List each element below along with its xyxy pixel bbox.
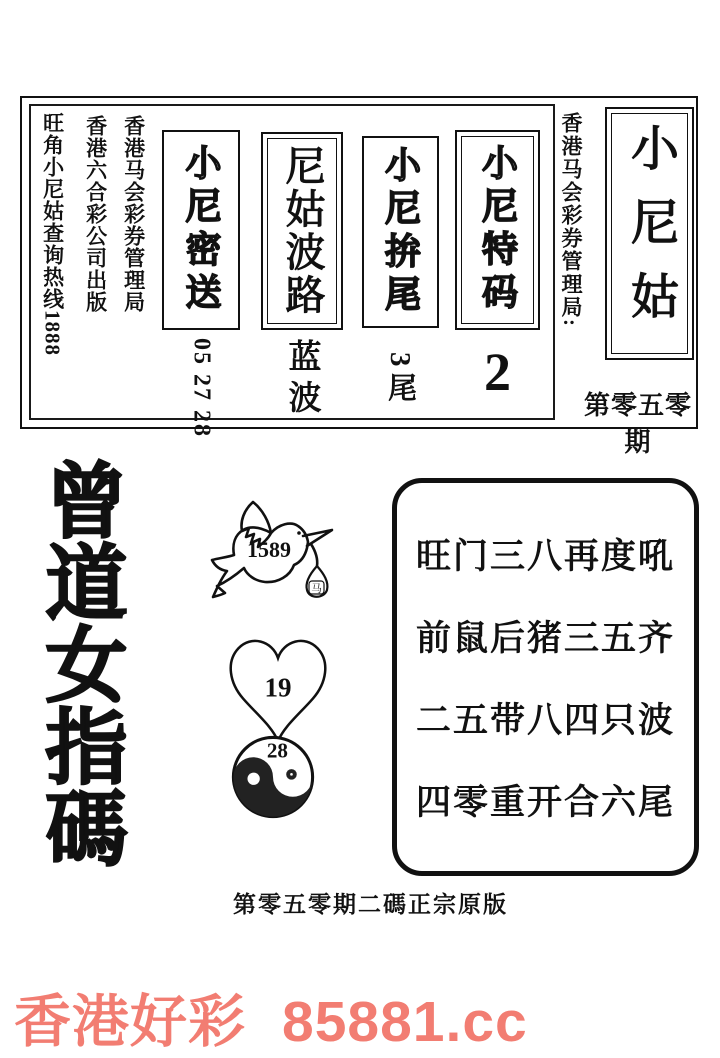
panel-panwei-box: [362, 136, 439, 328]
panel-bolu-box: [261, 132, 343, 330]
panel-bolu-value-wrap: [261, 338, 343, 422]
authority-column: 香港马会彩券管理局:: [559, 112, 583, 328]
heart-number: 19: [264, 672, 292, 703]
taiji-number: 28: [266, 738, 288, 763]
panel-bolu-title: 尼姑波路: [280, 145, 325, 317]
panel-bolu-value: 蓝波: [283, 339, 320, 421]
panel-misong-value-wrap: [162, 334, 240, 442]
info-column-publisher: 香港六合彩公司出版: [83, 115, 108, 313]
footer-site-link[interactable]: 85881.cc: [282, 990, 528, 1054]
brand-box: [605, 107, 694, 360]
panel-tema-value: 2: [484, 342, 511, 402]
issue-label: 第零五零期: [583, 391, 692, 457]
panel-panwei-value-wrap: [362, 334, 439, 426]
poem-line-1: 旺门三八再度吼: [415, 537, 675, 576]
panel-panwei-title: 小尼拚尾: [380, 146, 421, 318]
panel-tema-value-wrap: [455, 336, 540, 408]
footer-brand: 香港好彩: [14, 990, 246, 1054]
edition-caption: 第零五零期二碼正宗原版: [233, 892, 508, 917]
footer-banner: [14, 976, 528, 1058]
dove-number: 1589: [247, 537, 291, 562]
panel-misong-title: 小尼密送: [181, 144, 221, 316]
panel-tema-box: [455, 130, 540, 330]
panel-tema-title: 小尼特码: [477, 144, 518, 316]
panel-misong-value: 05 27 28: [188, 338, 215, 438]
dove-icon: [203, 489, 353, 627]
panel-panwei-value: 3尾: [384, 352, 416, 408]
brand-title: 小尼姑: [623, 122, 677, 345]
panel-misong-box: [162, 130, 240, 330]
poem-line-3: 二五带八四只波: [415, 701, 675, 740]
masthead-title: 曾道女指碼: [34, 458, 125, 868]
poem-line-2: 前鼠后猪三五齐: [415, 619, 675, 658]
info-column-authority: 香港马会彩券管理局: [121, 115, 146, 313]
taiji-icon: [229, 733, 317, 821]
dove-tag: 马: [311, 584, 322, 595]
poem-box: [392, 478, 699, 876]
header-inner-box: [29, 104, 555, 438]
poem-line-4: 四零重开合六尾: [415, 783, 675, 822]
info-column-hotline: 旺角小尼姑查询热线1888: [40, 112, 65, 356]
heart-icon: [220, 629, 336, 749]
header-outer-box: [20, 96, 698, 457]
